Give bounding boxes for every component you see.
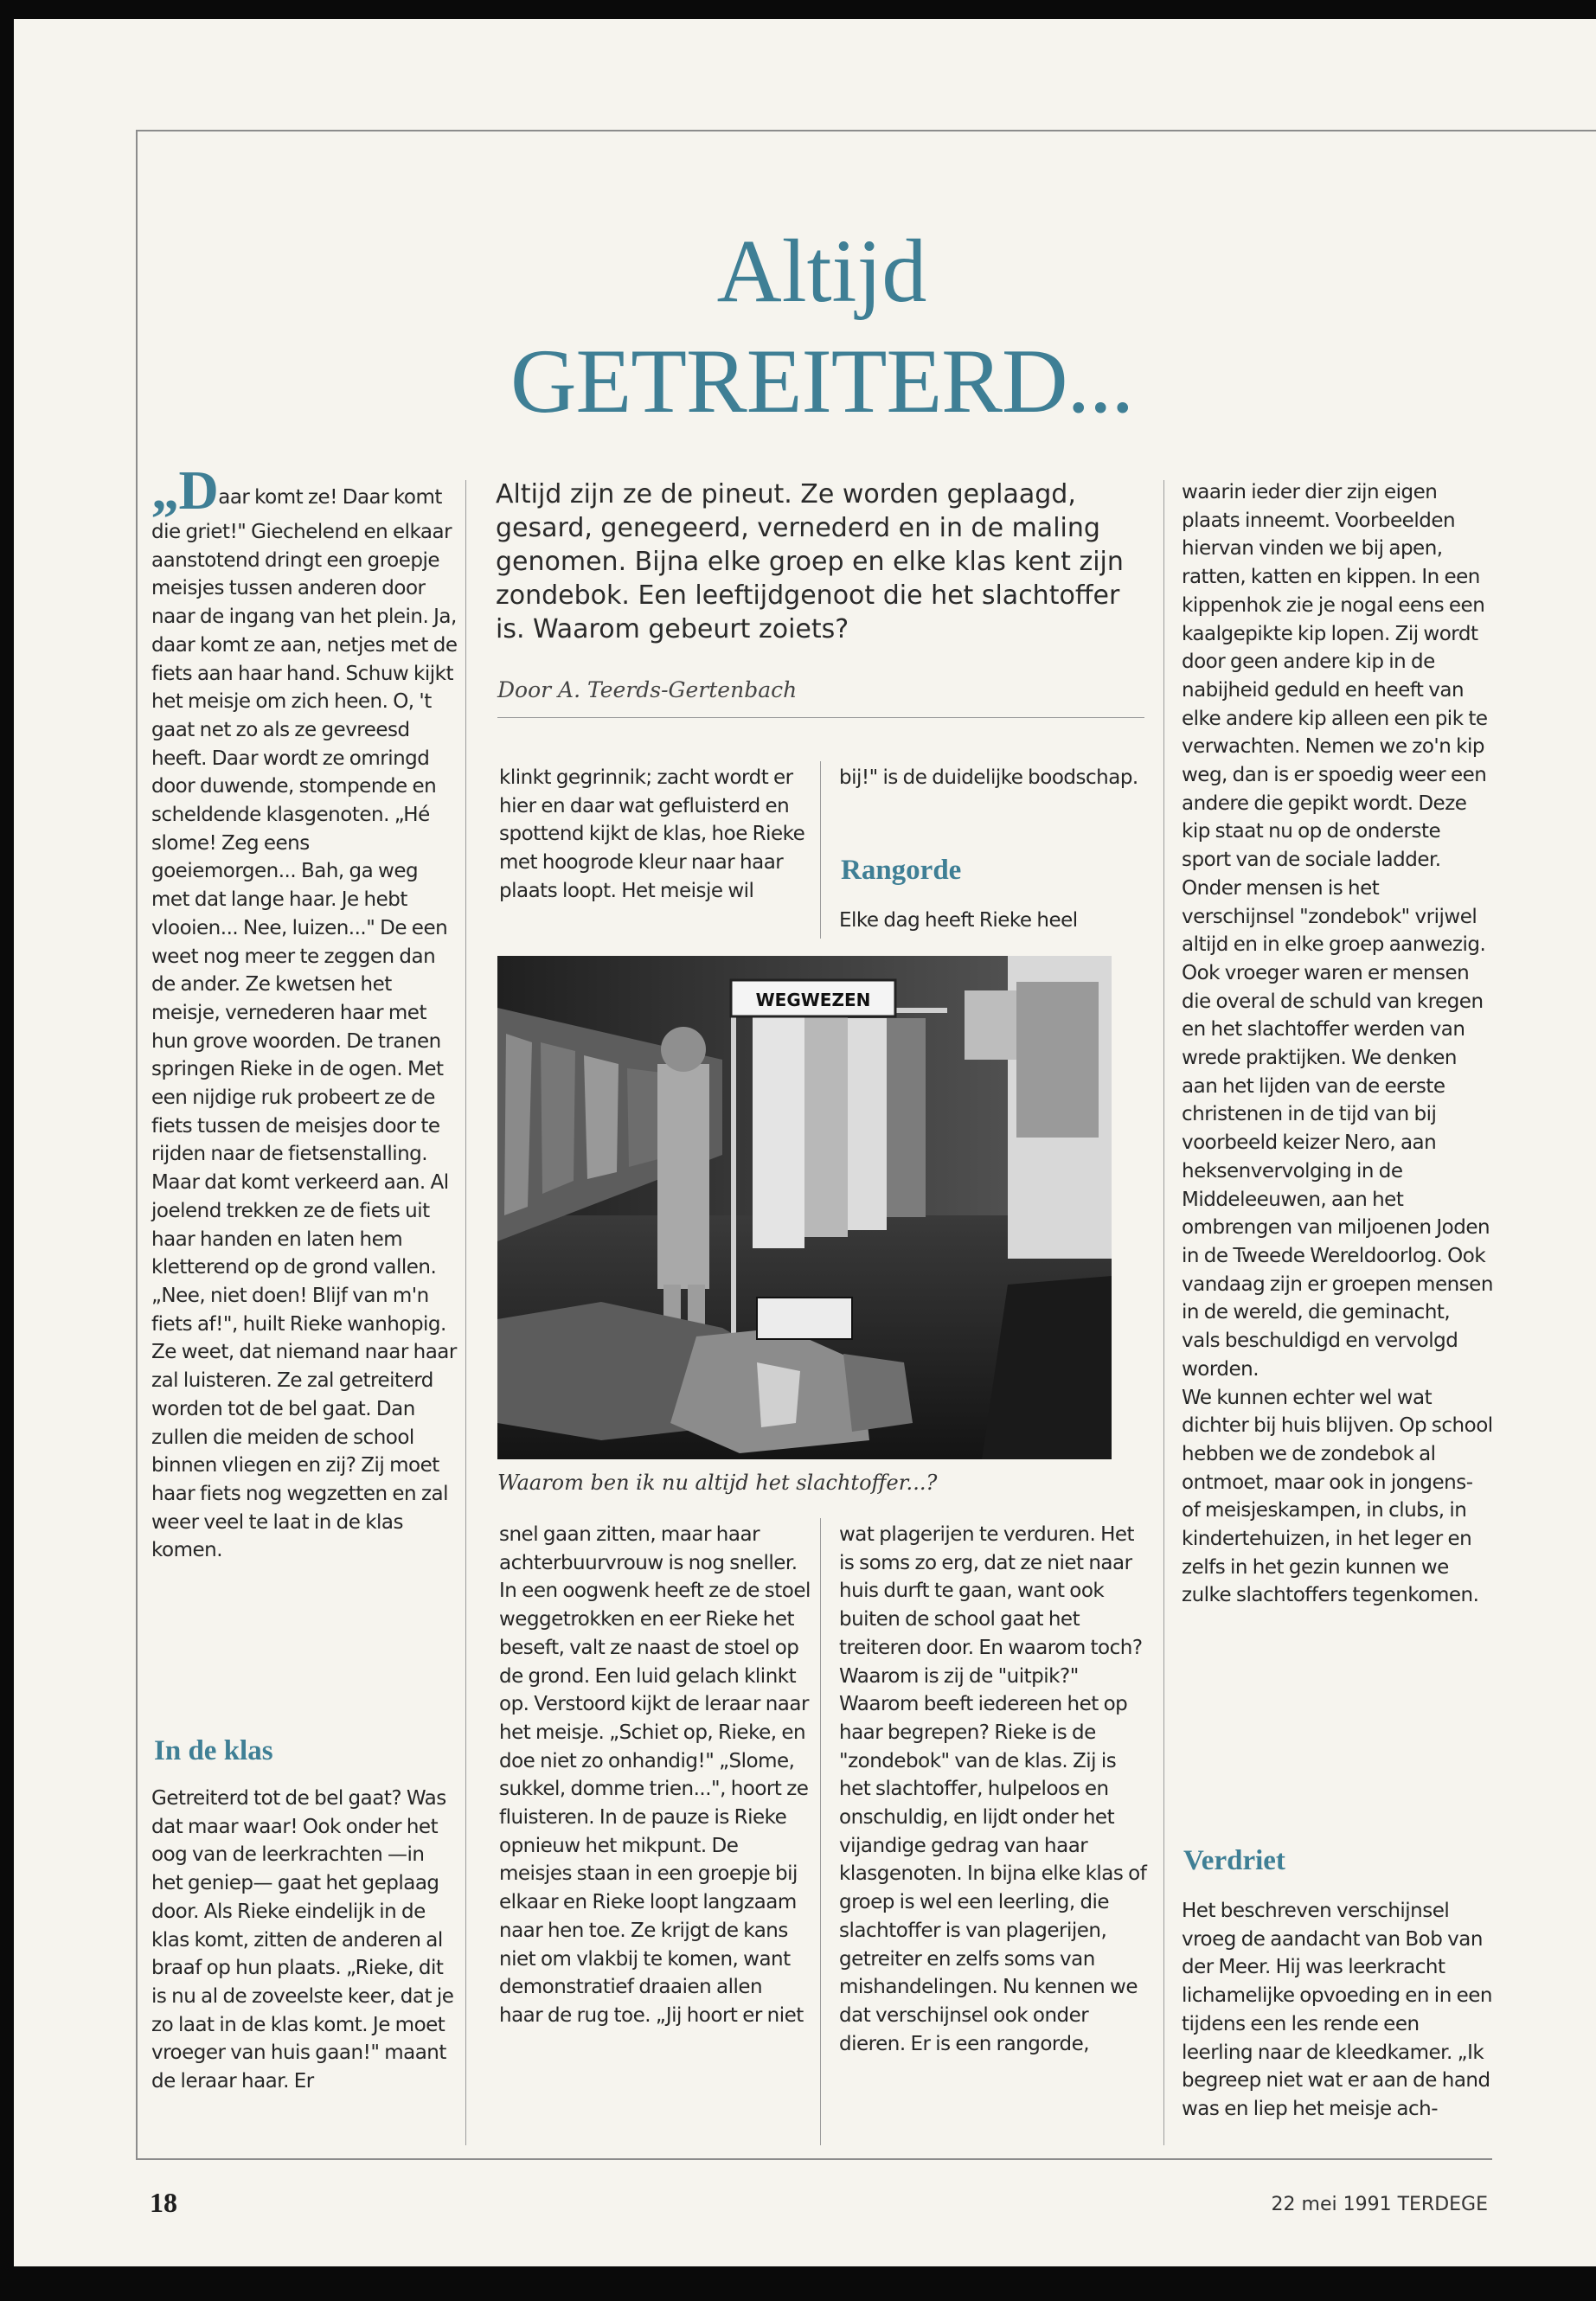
scan-edge-bottom: [0, 2266, 1596, 2301]
column-3-rangorde: [839, 907, 1151, 935]
heading-in-de-klas: In de klas: [154, 1735, 273, 1766]
body-paragraph-intro: [151, 459, 458, 1565]
scan-edge-left: [0, 0, 14, 2301]
column-rule-2-top: [820, 761, 821, 939]
page-frame-bottom: [136, 2158, 1492, 2160]
lead-paragraph: Altijd zijn ze de pineut. Ze worden geplaagd, gesard, genegeerd, vernederd en in de maling genomen. Bijna elke groep en elke klas kent zijn zondebok. Een leeftijdgenoot die het slachtoffer is. Waarom gebeurt zoiets?: [496, 479, 1124, 644]
byline: Door A. Teerds-Gertenbach: [497, 677, 798, 702]
byline-rule: [497, 717, 1144, 718]
body-text-col4-2: We kunnen echter wel wat dichter bij huis blijven. Op school hebben we de zondebok al ontmoet, maar ook in jongens- of meisjeskampen, in clubs, in kindertehuizen, in het leger en zelfs in het gezin kunnen we zulke slachtoffers tegenkomen.: [1182, 1386, 1493, 1607]
page-frame-top: [136, 130, 1596, 131]
body-text-col3-top: bij!" is de duidelijke boodschap.: [839, 766, 1138, 789]
heading-rangorde: Rangorde: [841, 855, 962, 886]
column-2-bottom: [499, 1521, 811, 2030]
column-2-top: [499, 764, 811, 906]
column-4-lower: [1182, 1897, 1493, 2124]
column-1-lower: [151, 1785, 458, 2096]
photo-illustration: [497, 956, 1112, 1459]
column-rule-3: [1163, 480, 1164, 2145]
body-text-col4: waarin ieder dier zijn eigen plaats inneemt. Voorbeelden hiervan vinden we bij apen, ratten, katten en kippen. In een kippenhok zie je nogal eens een kaalgepikte kip lopen. Zij wordt door geen andere kip in de nabijheid geduld en heeft van elke andere kip alleen een pik te verwachten. Nemen we zo'n kip weg, dan is er spoedig weer een andere die gepikt wordt. Deze kip staat nu op de onderste sport van de sociale ladder. Onder mensen is het verschijnsel "zondebok" vrijwel altijd en in elke groep aanwezig. Ook vroeger waren er mensen die overal de schuld van kregen en het slachtoffer werden van wrede praktijken. We denken aan het lijden van de eerste christenen in de tijd van bij voorbeeld keizer Nero, aan heksenvervolging in de Middeleeuwen, aan het ombrengen van miljoenen Joden in de Tweede Wereldoorlog. Ook vandaag zijn er groepen mensen in de wereld, die geminacht, vals beschuldigd en vervolgd worden.: [1182, 481, 1493, 1381]
photo-sign-text: WEGWEZEN: [755, 990, 871, 1010]
article-photo: [497, 956, 1112, 1459]
body-text-in-de-klas: Getreiterd tot de bel gaat? Was dat maar waar! Ook onder het oog van de leerkrachten —in het geniep— gaat het geplaag door. Als Rieke eindelijk in de klas komt, zitten de anderen al braaf op hun plaats. „Rieke, dit is nu al de zoveelste keer, dat je zo laat in de klas komt. Je moet vroeger van huis gaan!" maant de leraar haar. Er: [151, 1787, 454, 2093]
body-text-rangorde: Elke dag heeft Rieke heel: [839, 909, 1078, 932]
column-1: [151, 459, 458, 1565]
column-3-bottom: [839, 1521, 1152, 2058]
body-text-col2-top: klinkt gegrinnik; zacht wordt er hier en daar wat gefluisterd en spottend kijkt de klas, hoe Rieke met hoogrode kleur naar haar plaats loopt. Het meisje wil: [499, 766, 805, 902]
column-rule-2-bottom: [820, 1518, 821, 2145]
scan-edge-top: [0, 0, 1596, 19]
body-text-col2-bottom: snel gaan zitten, maar haar achterbuurvrouw is nog sneller. In een oogwenk heeft ze de stoel weggetrokken en eer Rieke het beseft, valt ze naast de stoel op de grond. Een luid gelach klinkt op. Verstoord kijkt de leraar naar het meisje. „Schiet op, Rieke, en doe niet zo onhandig!" „Slome, sukkel, domme trien...", hoort ze fluisteren. In de pauze is Rieke opnieuw het mikpunt. De meisjes staan in een groepje bij elkaar en Rieke loopt langzaam naar hen toe. Ze krijgt de kans niet om vlakbij te komen, want demonstratief draaien allen haar de rug toe. „Jij hoort er niet: [499, 1523, 811, 2027]
body-text-verdriet: Het beschreven verschijnsel vroeg de aandacht van Bob van der Meer. Hij was leerkracht lichamelijke opvoeding en in een tijdens een les rende een leerling naar de kleedkamer. „Ik begreep niet wat er aan de hand was en liep het meisje ach-: [1182, 1900, 1492, 2120]
column-3-top: [839, 764, 1151, 792]
title-line-2: GETREITERD...: [510, 330, 1134, 432]
page-number: 18: [150, 2187, 177, 2218]
title-line-1: Altijd: [716, 221, 927, 321]
column-4: [1182, 478, 1493, 1610]
column-rule-1: [465, 480, 466, 2145]
body-text-col3-bottom: wat plagerijen te verduren. Het is soms zo erg, dat ze niet naar huis durft te gaan, want ook buiten de school gaat het treiteren door. En waarom toch? Waarom is zij de "uitpik?" Waarom beeft iedereen het op haar begrepen? Rieke is de "zondebok" van de klas. Zij is het slachtoffer, hulpeloos en onschuldig, en lijdt onder het vijandige gedrag van haar klasgenoten. In bijna elke klas of groep is wel een leerling, die slachtoffer is van plagerijen, getreiter en zelfs soms van mishandelingen. Nu kennen we dat verschijnsel ook onder dieren. Er is een rangorde,: [839, 1523, 1147, 2055]
issue-dateline: 22 mei 1991 TERDEGE: [1271, 2194, 1488, 2215]
page-frame-left: [136, 130, 138, 2158]
body-text-intro: aar komt ze! Daar komt die griet!" Giechelend en elkaar aanstotend dringt een groepje meisjes tussen anderen door naar de ingang van het plein. Ja, daar komt ze aan, netjes met de fiets aan haar hand. Schuw kijkt het meisje om zich heen. O, 't gaat net zo als ze gevreesd heeft. Daar wordt ze omringd door duwende, stompende en scheldende klasgenoten. „Hé slome! Zeg eens goeiemorgen... Bah, ga weg met dat lange haar. Je hebt vlooien... Nee, luizen..." De een weet nog meer te zeggen dan de ander. Ze kwetsen het meisje, vernederen haar met hun grove woorden. De tranen springen Rieke in de ogen. Met een nijdige ruk probeert ze de fiets tussen de meisjes door te rijden naar de fietsenstalling. Maar dat komt verkeerd aan. Al joelend trekken ze de fiets uit haar handen en laten hem kletterend op de grond vallen. „Nee, niet doen! Blijf van m'n fiets af!", huilt Rieke wanhopig. Ze weet, dat niemand naar haar zal luisteren. Ze zal getreiterd worden tot de bel gaat. Dan zullen die meiden de school binnen vliegen en zij? Zij moet haar fiets nog wegzetten en zal weer veel te laat in de klas komen.: [151, 486, 458, 1562]
drop-cap: „D: [151, 459, 219, 521]
photo-caption: Waarom ben ik nu altijd het slachtoffer...?: [497, 1471, 938, 1495]
heading-verdriet: Verdriet: [1183, 1845, 1285, 1876]
